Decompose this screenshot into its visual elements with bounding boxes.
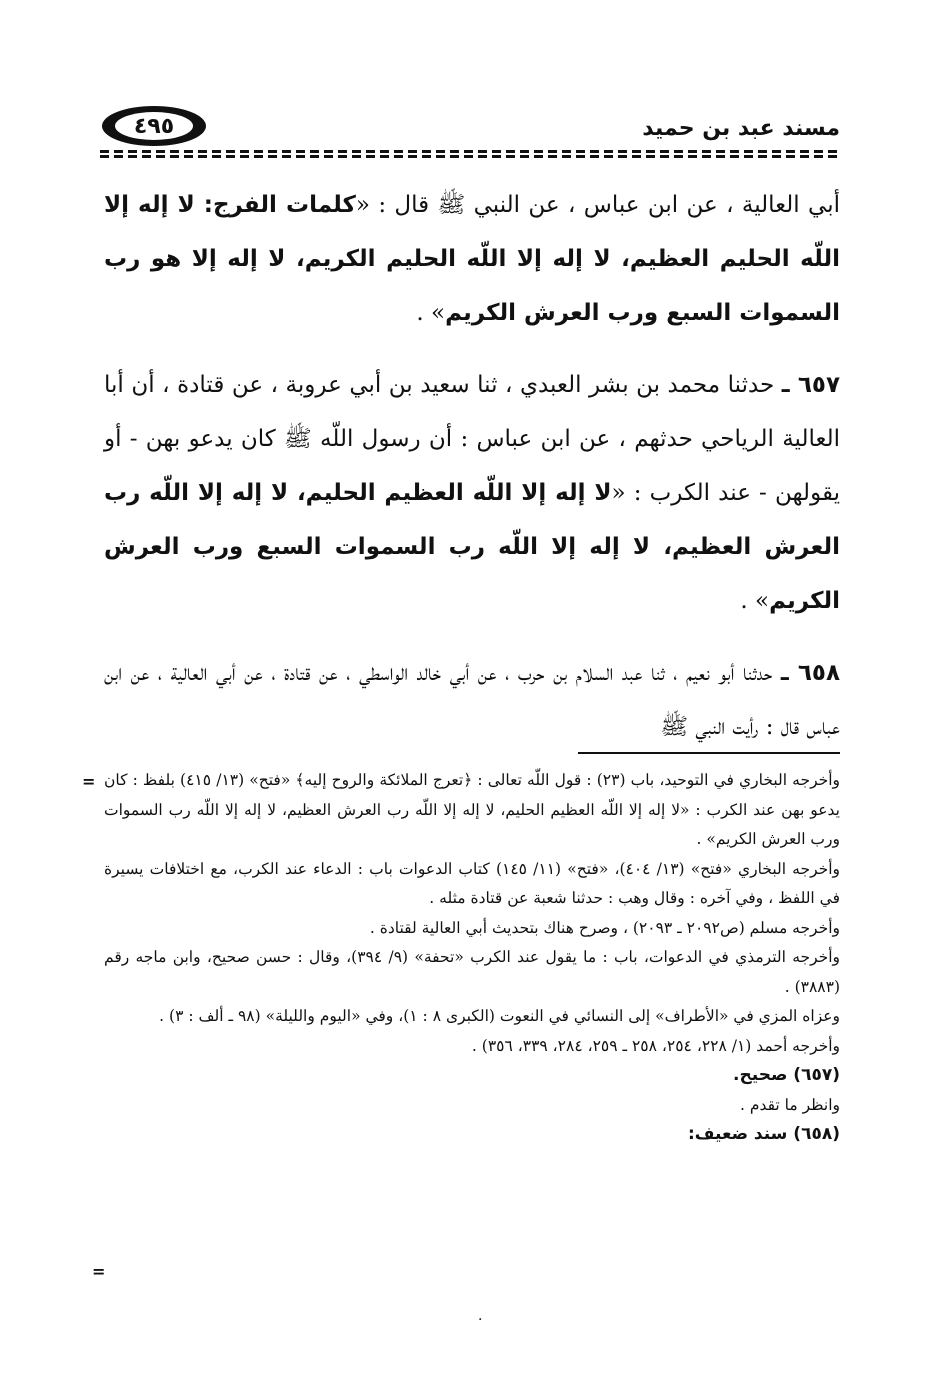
page-number: ٤٩٥ [115,112,193,140]
grade-658: (٦٥٨) سند ضعيف: [687,1124,840,1144]
paragraph-tail: » . [416,300,446,326]
footnote-line: وأخرجه البخاري «فتح» (١٣/ ٤٠٤)، «فتح» (١١/ ١٤٥) كتاب الدعوات باب : الدعاء عند الكرب، مع اختلافات يسيرة في اللفظ ، وفي آخره : وقال وهب : حدثنا شعبة عن قتادة مثله . [104,859,840,907]
footnotes [104,766,840,1150]
footnote-line: وأخرجه مسلم (ص٢٠٩٢ ـ ٢٠٩٣) ، وصرح هناك بتحديث أبي العالية لقتادة . [369,918,840,937]
footnote-line: وأخرجه أحمد (١/ ٢٢٨، ٢٥٤، ٢٥٨ ـ ٢٥٩، ٢٨٤، ٣٣٩، ٣٥٦) . [471,1036,840,1055]
main-text [104,178,840,754]
footnote-line: وأخرجه البخاري في التوحيد، باب (٢٣) : قول اللّه تعالى : ﴿تعرج الملائكة والروح إليه﴾ «فتح» (١٣/ ٤١٥) بلفظ : كان يدعو بهن عند الكرب : «لا إله إلا اللّه العظيم الحليم، لا إله إلا اللّه رب العرش العظيم، لا إله إلا اللّه رب السموات ورب العرش الكريم» . [104,771,840,848]
page-number-badge [102,106,206,146]
footnote-divider [578,752,840,754]
hadith-text: كلمات الفرج: لا إله إلا اللّه الحليم العظيم، لا إله إلا اللّه الحليم الكريم، لا إله إلا هو رب السموات السبع ورب العرش الكريم [104,192,840,326]
paragraph-tail: » . [740,588,770,614]
grade-657: (٦٥٧) صحيح. [733,1065,840,1085]
page-header [100,100,840,158]
footnote-line: وأخرجه الترمذي في الدعوات، باب : ما يقول عند الكرب «تحفة» (٩/ ٣٩٤)، وقال : حسن صحيح، وابن ماجه رقم (٣٨٨٣) . [104,948,841,996]
hadith-658 [104,646,840,754]
hadith-number: ٦٥٨ ـ [780,660,841,686]
hadith-657 [104,358,840,628]
hadith-number: ٦٥٧ ـ [781,372,841,398]
stray-dot: · [478,1312,483,1328]
footnote-line: وعزاه المزي في «الأطراف» إلى النسائي في النعوت (الكبرى ٨ : ١)، وفي «اليوم والليلة» (٩٨ ـ ألف : ٣) . [159,1007,840,1025]
paragraph-lead: حدثنا محمد بن بشر العبدي ، ثنا سعيد بن أبي عروبة ، عن قتادة ، أن أبا العالية الرياحي حدثهم ، عن ابن عباس : أن رسول اللّه ﷺ كان يدعو بهن - أو يقولهن - عند الكرب : « [104,372,840,506]
paragraph-lead: حدثنا أبو نعيم ، ثنا عبد السلام بن حرب ، عن أبي خالد الواسطي ، عن قتادة ، عن أبي العالية ، عن ابن عباس قال : رأيت النبي ﷺ [104,660,840,740]
paragraph-continuation [104,178,840,340]
note-657: وانظر ما تقدم . [740,1095,840,1114]
paragraph-lead: أبي العالية ، عن ابن عباس ، عن النبي ﷺ قال : « [355,192,840,218]
header-divider [100,150,840,158]
hadith-text: لا إله إلا اللّه العظيم الحليم، لا إله إلا اللّه رب العرش العظيم، لا إله إلا اللّه رب السموات السبع ورب العرش الكريم [104,480,840,614]
book-title: مسند عبد بن حميد [642,116,840,141]
continuation-mark-bottom: = [92,1262,106,1281]
continuation-mark-top: = [82,772,96,791]
